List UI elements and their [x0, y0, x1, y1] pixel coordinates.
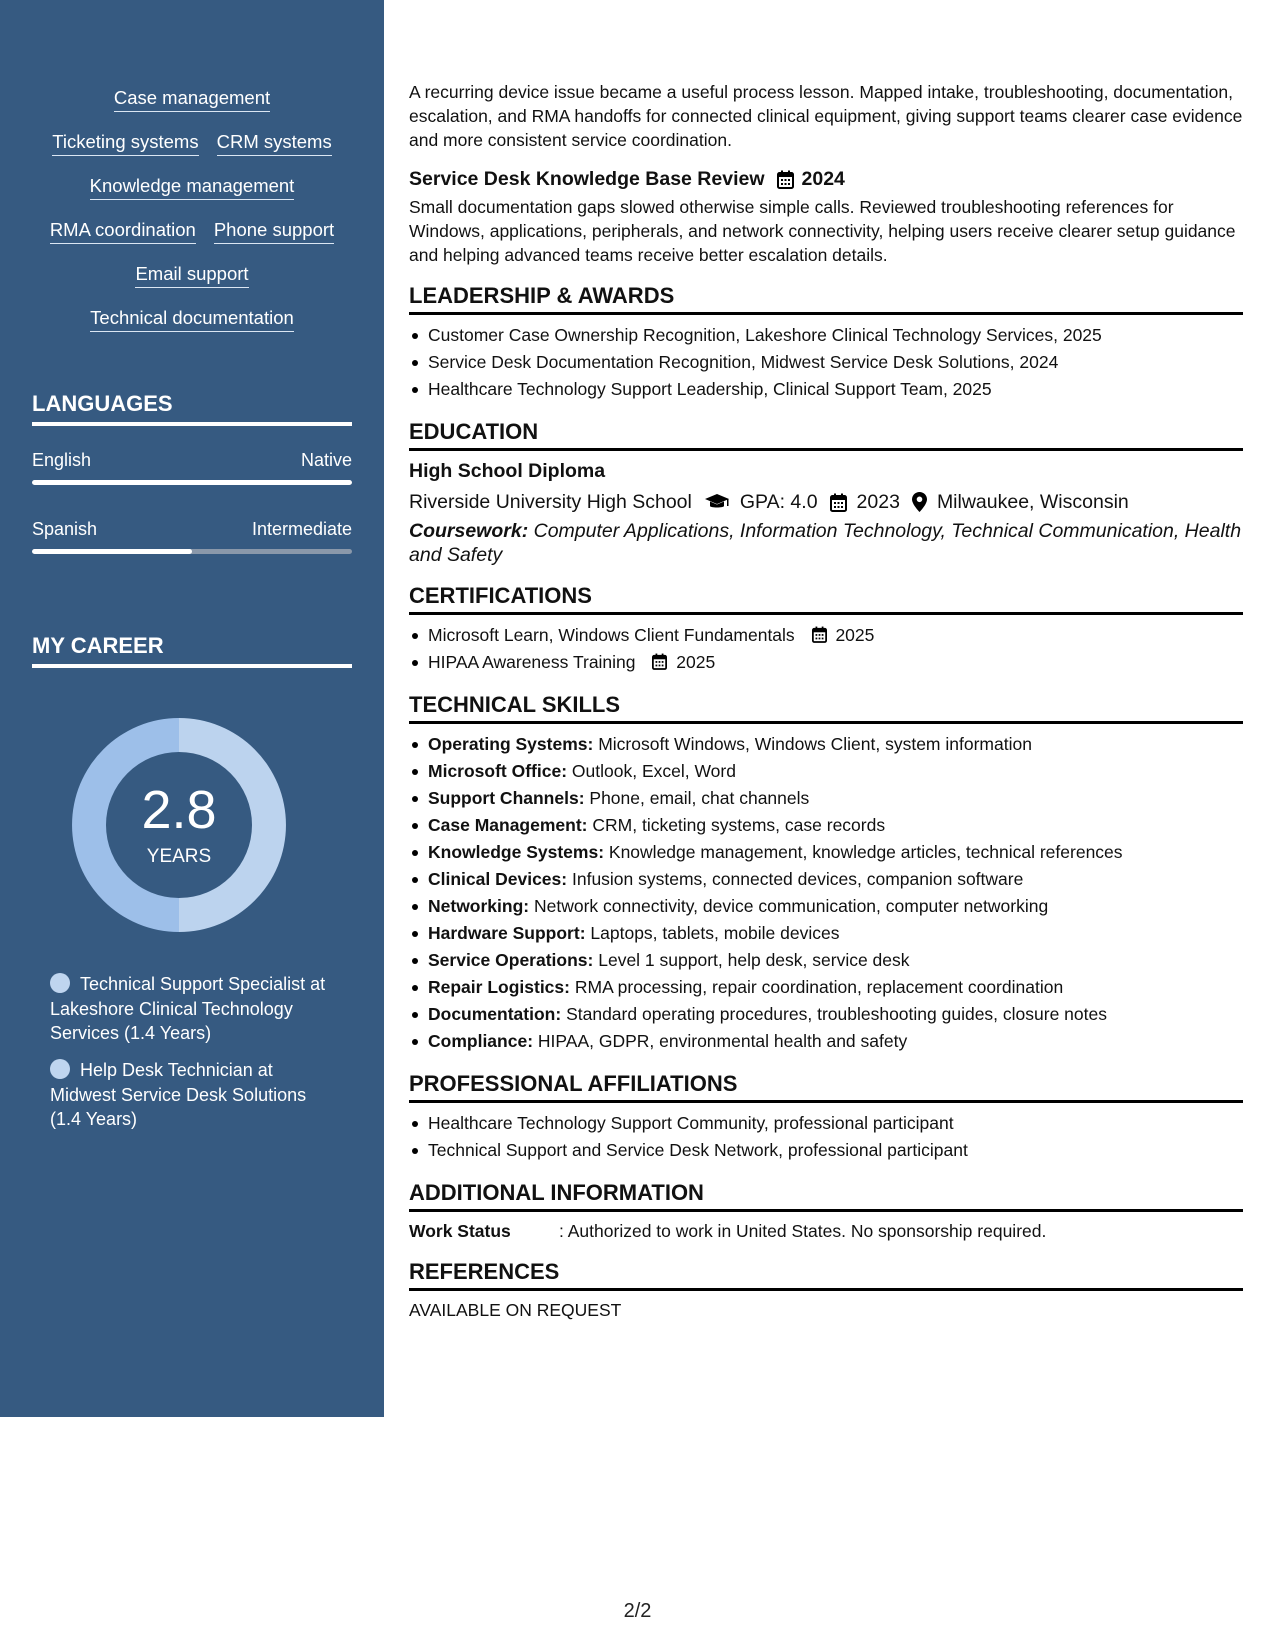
skill-tag: Technical documentation: [90, 306, 294, 332]
language-bar: [32, 549, 352, 554]
project-date: 2024: [801, 168, 845, 190]
skill-tag: Email support: [135, 262, 248, 288]
technical-skill-item: [409, 866, 1243, 893]
technical-skill-item: [409, 893, 1243, 920]
career-item: [50, 1058, 340, 1132]
career-item-text: Technical Support Specialist at Lakeshore Clinical Technology Services (1.4 Years): [50, 974, 326, 1043]
certification-name: Microsoft Learn, Windows Client Fundamentals: [428, 625, 795, 645]
technical-skills-heading: TECHNICAL SKILLS: [409, 692, 1243, 724]
technical-skills-list: [409, 731, 1243, 1055]
skill-values: Outlook, Excel, Word: [571, 761, 736, 781]
technical-skill-item: [409, 731, 1243, 758]
skill-tag: Case management: [114, 86, 270, 112]
award-item: Healthcare Technology Support Leadership, Clinical Support Team, 2025: [409, 376, 1243, 403]
skill-category: Hardware Support:: [428, 923, 586, 943]
career-dot-icon: [50, 973, 70, 993]
references-text: AVAILABLE ON REQUEST: [409, 1300, 622, 1320]
skill-values: Level 1 support, help desk, service desk: [598, 950, 910, 970]
skill-category: Service Operations:: [428, 950, 594, 970]
education-coursework: [409, 519, 1243, 567]
language-level: Native: [300, 450, 352, 470]
skill-category: Documentation:: [428, 1004, 562, 1024]
skill-values: CRM, ticketing systems, case records: [592, 815, 886, 835]
technical-skill-item: [409, 839, 1243, 866]
education-school: Riverside University High School: [409, 491, 692, 513]
technical-skill-item: [409, 920, 1243, 947]
skill-category: Case Management:: [428, 815, 588, 835]
skill-values: Microsoft Windows, Windows Client, system information: [598, 734, 1032, 754]
skill-values: Standard operating procedures, troubleshooting guides, closure notes: [566, 1004, 1107, 1024]
location-pin-icon: [912, 492, 927, 512]
coursework-label: Coursework:: [409, 520, 529, 542]
career-dot-icon: [50, 1059, 70, 1079]
award-item: Customer Case Ownership Recognition, Lakeshore Clinical Technology Services, 2025: [409, 322, 1243, 349]
skill-category: Microsoft Office:: [428, 761, 568, 781]
work-status-label: Work Status: [409, 1221, 511, 1241]
education-location: Milwaukee, Wisconsin: [936, 491, 1129, 513]
graduation-cap-icon: [704, 493, 730, 511]
calendar-icon: [777, 170, 794, 189]
education-details: [409, 488, 1243, 516]
language-name: Spanish: [32, 519, 98, 539]
skill-values: Phone, email, chat channels: [589, 788, 810, 808]
language-row: [32, 518, 352, 540]
affiliation-item: Technical Support and Service Desk Network, professional participant: [409, 1137, 1243, 1164]
education-gpa: GPA: 4.0: [739, 491, 818, 513]
technical-skill-item: [409, 1028, 1243, 1055]
certifications-list: [409, 622, 1243, 676]
career-years-value: 2.8: [141, 780, 217, 840]
certification-item: [409, 622, 1243, 649]
affiliation-item: Healthcare Technology Support Community, professional participant: [409, 1110, 1243, 1137]
career-heading: MY CAREER: [32, 633, 352, 668]
technical-skill-item: [409, 974, 1243, 1001]
language-row: [32, 449, 352, 471]
career-years-unit: YEARS: [146, 846, 212, 867]
project-description: Small documentation gaps slowed otherwise simple calls. Reviewed troubleshooting references for Windows, applications, peripherals, and network connectivity, helping users receive clearer setup guidance and helping advanced teams receive better escalation details.: [409, 197, 1236, 265]
language-name: English: [32, 450, 92, 470]
skills-list: [32, 86, 352, 332]
technical-skill-item: [409, 785, 1243, 812]
skill-category: Knowledge Systems:: [428, 842, 605, 862]
calendar-icon: [652, 653, 667, 670]
skill-category: Clinical Devices:: [428, 869, 568, 889]
education-degree: High School Diploma: [409, 460, 606, 482]
work-status-value: : Authorized to work in United States. No sponsorship required.: [559, 1221, 1047, 1241]
technical-skill-item: [409, 947, 1243, 974]
skill-tag: Phone support: [214, 218, 334, 244]
certification-name: HIPAA Awareness Training: [428, 652, 636, 672]
education-year: 2023: [856, 491, 900, 513]
certifications-heading: CERTIFICATIONS: [409, 583, 1243, 615]
work-status-row: [409, 1219, 1243, 1243]
project-title: Service Desk Knowledge Base Review: [409, 168, 765, 190]
calendar-icon: [812, 626, 827, 643]
technical-skill-item: [409, 812, 1243, 839]
language-level: Intermediate: [251, 519, 352, 539]
technical-skill-item: [409, 758, 1243, 785]
career-item: [50, 972, 340, 1046]
awards-heading: LEADERSHIP & AWARDS: [409, 283, 1243, 315]
sidebar: [0, 0, 384, 1417]
skill-tag: RMA coordination: [50, 218, 196, 244]
languages-heading: LANGUAGES: [32, 391, 352, 426]
skill-tag: Knowledge management: [90, 174, 295, 200]
technical-skill-item: [409, 1001, 1243, 1028]
skill-values: RMA processing, repair coordination, replacement coordination: [574, 977, 1064, 997]
additional-info-heading: ADDITIONAL INFORMATION: [409, 1180, 1243, 1212]
skill-category: Compliance:: [428, 1031, 534, 1051]
awards-list: [409, 322, 1243, 403]
project-intro-paragraph: A recurring device issue became a useful process lesson. Mapped intake, troubleshooting, documentation, escalation, and RMA handoffs for connected clinical equipment, giving support teams clearer case evidence and more consistent service coordination.: [409, 82, 1243, 150]
language-bar: [32, 480, 352, 485]
skill-category: Operating Systems:: [428, 734, 594, 754]
project-title-row: [409, 166, 1243, 192]
references-heading: REFERENCES: [409, 1259, 1243, 1291]
skill-values: Infusion systems, connected devices, companion software: [571, 869, 1024, 889]
main-content: [409, 80, 1243, 1322]
skill-values: Knowledge management, knowledge articles, technical references: [608, 842, 1123, 862]
skill-category: Repair Logistics:: [428, 977, 570, 997]
certification-year: 2025: [676, 652, 716, 672]
certification-item: [409, 649, 1243, 676]
career-item-text: Help Desk Technician at Midwest Service Desk Solutions (1.4 Years): [50, 1060, 307, 1129]
skill-category: Support Channels:: [428, 788, 585, 808]
calendar-icon: [830, 493, 847, 512]
language-bar-fill: [32, 480, 352, 485]
skill-category: Networking:: [428, 896, 530, 916]
skill-tag: CRM systems: [217, 130, 332, 156]
skill-tag: Ticketing systems: [52, 130, 198, 156]
skill-values: Laptops, tablets, mobile devices: [590, 923, 840, 943]
award-item: Service Desk Documentation Recognition, Midwest Service Desk Solutions, 2024: [409, 349, 1243, 376]
skill-values: HIPAA, GDPR, environmental health and safety: [537, 1031, 908, 1051]
affiliations-heading: PROFESSIONAL AFFILIATIONS: [409, 1071, 1243, 1103]
language-bar-fill: [32, 549, 192, 554]
certification-year: 2025: [835, 625, 875, 645]
coursework-text: Computer Applications, Information Technology, Technical Communication, Health and Safety: [409, 520, 1242, 566]
skill-values: Network connectivity, device communication, computer networking: [534, 896, 1049, 916]
page-number: 2/2: [623, 1600, 652, 1622]
education-heading: EDUCATION: [409, 419, 1243, 451]
affiliations-list: [409, 1110, 1243, 1164]
